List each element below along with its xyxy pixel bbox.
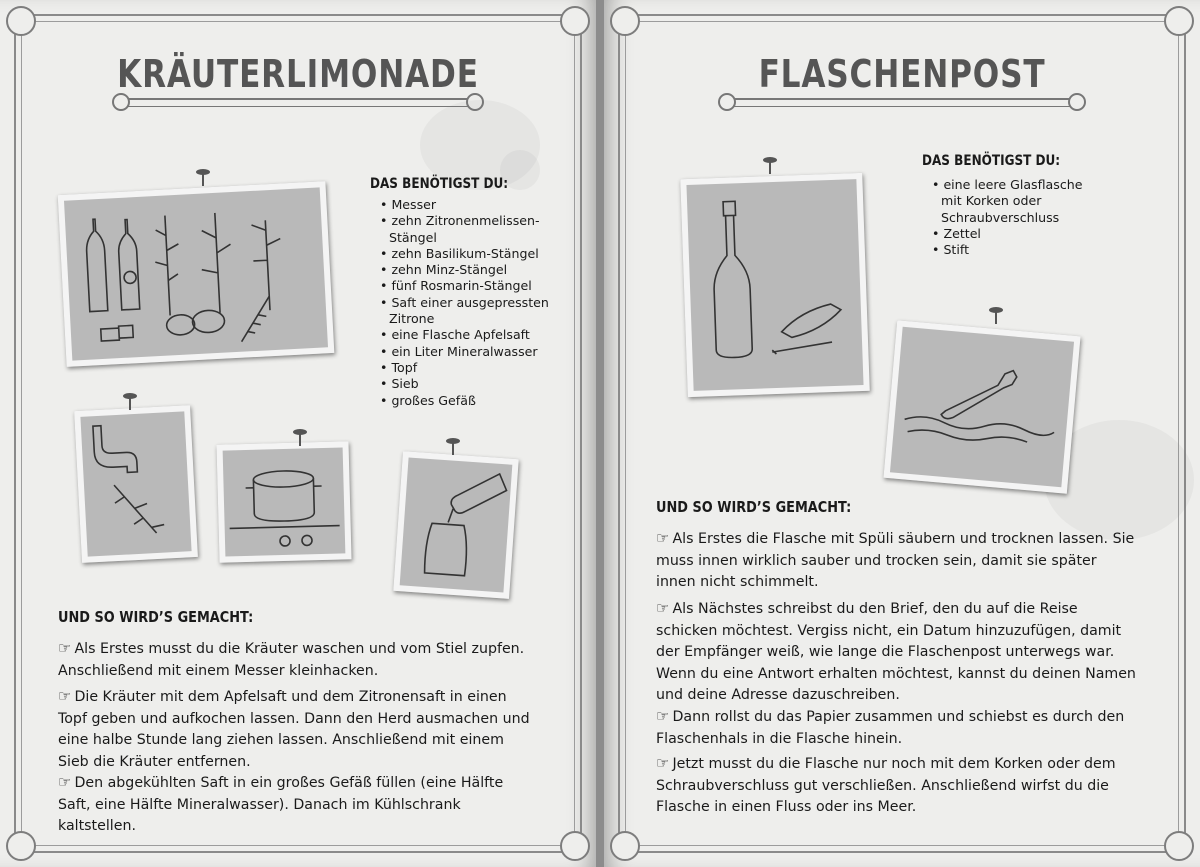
- pushpin-icon: [122, 392, 138, 410]
- pushpin-icon: [292, 428, 308, 446]
- corner-ornament: [6, 831, 36, 861]
- left-page: [0, 0, 596, 867]
- page-title: FLASCHENPOST: [758, 52, 1046, 96]
- needs-item: • eine leere Glasflasche mit Korken oder Schraubverschluss: [930, 177, 1090, 226]
- needs-item: • großes Gefäß: [378, 393, 578, 409]
- herbs-photo: [58, 181, 335, 367]
- corner-ornament: [1164, 831, 1194, 861]
- needs-item: • Saft einer ausgepressten Zitrone: [378, 295, 578, 328]
- step-paragraph: ☞ Den abgekühlten Saft in ein großes Gefäß füllen (eine Hälfte Saft, eine Hälfte Mineralwasser). Danach im Kühlschrank kaltstellen.: [58, 773, 504, 834]
- pouring-juice-illustration: [400, 458, 513, 593]
- corner-ornament: [610, 6, 640, 36]
- pushpin-icon: [195, 168, 211, 186]
- pot-photo: [216, 441, 351, 562]
- washing-herbs-illustration: [80, 411, 191, 556]
- title-divider: [128, 98, 468, 107]
- needs-item: • fünf Rosmarin-Stängel: [378, 278, 578, 294]
- needs-item: • Sieb: [378, 376, 578, 392]
- needs-item: • ein Liter Mineralwasser: [378, 344, 578, 360]
- needs-item: • zehn Zitronenmelissen-Stängel: [378, 213, 578, 246]
- corner-ornament: [6, 6, 36, 36]
- step-paragraph: ☞ Als Nächstes schreibst du den Brief, den du auf die Reise schicken möchtest. Vergiss nicht, ein Datum hinzuzufügen, damit der Empfänger weiß, wie lange die Flaschenpost unterwegs war. Wenn du eine Antwort erhalten möchtest, kannst du deinen Namen und deine Adresse dazuschreiben.: [656, 599, 1136, 703]
- message-bottle-photo: [883, 320, 1080, 493]
- how-heading: UND SO WIRD’S GEMACHT:: [656, 498, 852, 516]
- corner-ornament: [560, 6, 590, 36]
- needs-item: • Zettel: [930, 226, 1090, 242]
- needs-list: [930, 177, 1090, 258]
- step-paragraph: ☞ Als Erstes die Flasche mit Spüli säubern und trocknen lassen. Sie muss innen wirklich sauber und trocken sein, damit sie später innen nicht schimmelt.: [656, 529, 1135, 590]
- title-divider: [734, 98, 1070, 107]
- pointing-hand-icon: ☞: [656, 599, 670, 617]
- corner-ornament: [1164, 6, 1194, 36]
- pointing-hand-icon: ☞: [656, 529, 670, 547]
- bottle-photo: [680, 173, 869, 397]
- needs-list: [378, 197, 578, 409]
- needs-item: • Messer: [378, 197, 578, 213]
- how-heading: UND SO WIRD’S GEMACHT:: [58, 608, 254, 626]
- step-paragraph: ☞ Die Kräuter mit dem Apfelsaft und dem Zitronensaft in einen Topf geben und aufkochen lassen. Dann den Herd ausmachen und eine halbe Stunde lang ziehen lassen. Anschließend mit einem Sieb die Kräuter entfernen.: [58, 687, 530, 770]
- right-page: [604, 0, 1200, 867]
- pushpin-icon: [445, 437, 461, 455]
- cooking-pot-illustration: [223, 447, 346, 556]
- empty-bottle-illustration: [686, 179, 863, 391]
- step-paragraph: ☞ Jetzt musst du die Flasche nur noch mit dem Korken oder dem Schraubverschluss gut verschließen. Anschließend wirfst du die Flasche in einen Fluss oder ins Meer.: [656, 754, 1116, 815]
- step-paragraph: ☞ Als Erstes musst du die Kräuter waschen und vom Stiel zupfen. Anschließend mit einem Messer kleinhacken.: [58, 639, 525, 679]
- pointing-hand-icon: ☞: [58, 687, 72, 705]
- jug-photo: [393, 451, 518, 599]
- corner-ornament: [610, 831, 640, 861]
- needs-heading: DAS BENÖTIGST DU:: [370, 176, 509, 192]
- pointing-hand-icon: ☞: [58, 639, 72, 657]
- pointing-hand-icon: ☞: [656, 707, 670, 725]
- needs-item: • Stift: [930, 242, 1090, 258]
- page-title: KRÄUTERLIMONADE: [117, 52, 479, 96]
- pointing-hand-icon: ☞: [656, 754, 670, 772]
- needs-item: • zehn Basilikum-Stängel: [378, 246, 578, 262]
- book-gutter: [596, 0, 604, 867]
- needs-item: • zehn Minz-Stängel: [378, 262, 578, 278]
- pushpin-icon: [988, 306, 1004, 324]
- pushpin-icon: [762, 156, 778, 174]
- needs-heading: DAS BENÖTIGST DU:: [922, 153, 1061, 169]
- pointing-hand-icon: ☞: [58, 773, 72, 791]
- bottle-in-water-illustration: [890, 327, 1074, 487]
- tap-photo: [74, 405, 198, 563]
- step-paragraph: ☞ Dann rollst du das Papier zusammen und schiebst es durch den Flaschenhals in die Flasche hinein.: [656, 707, 1125, 747]
- corner-ornament: [560, 831, 590, 861]
- needs-item: • Topf: [378, 360, 578, 376]
- needs-item: • eine Flasche Apfelsaft: [378, 327, 578, 343]
- herbs-illustration: [64, 187, 328, 360]
